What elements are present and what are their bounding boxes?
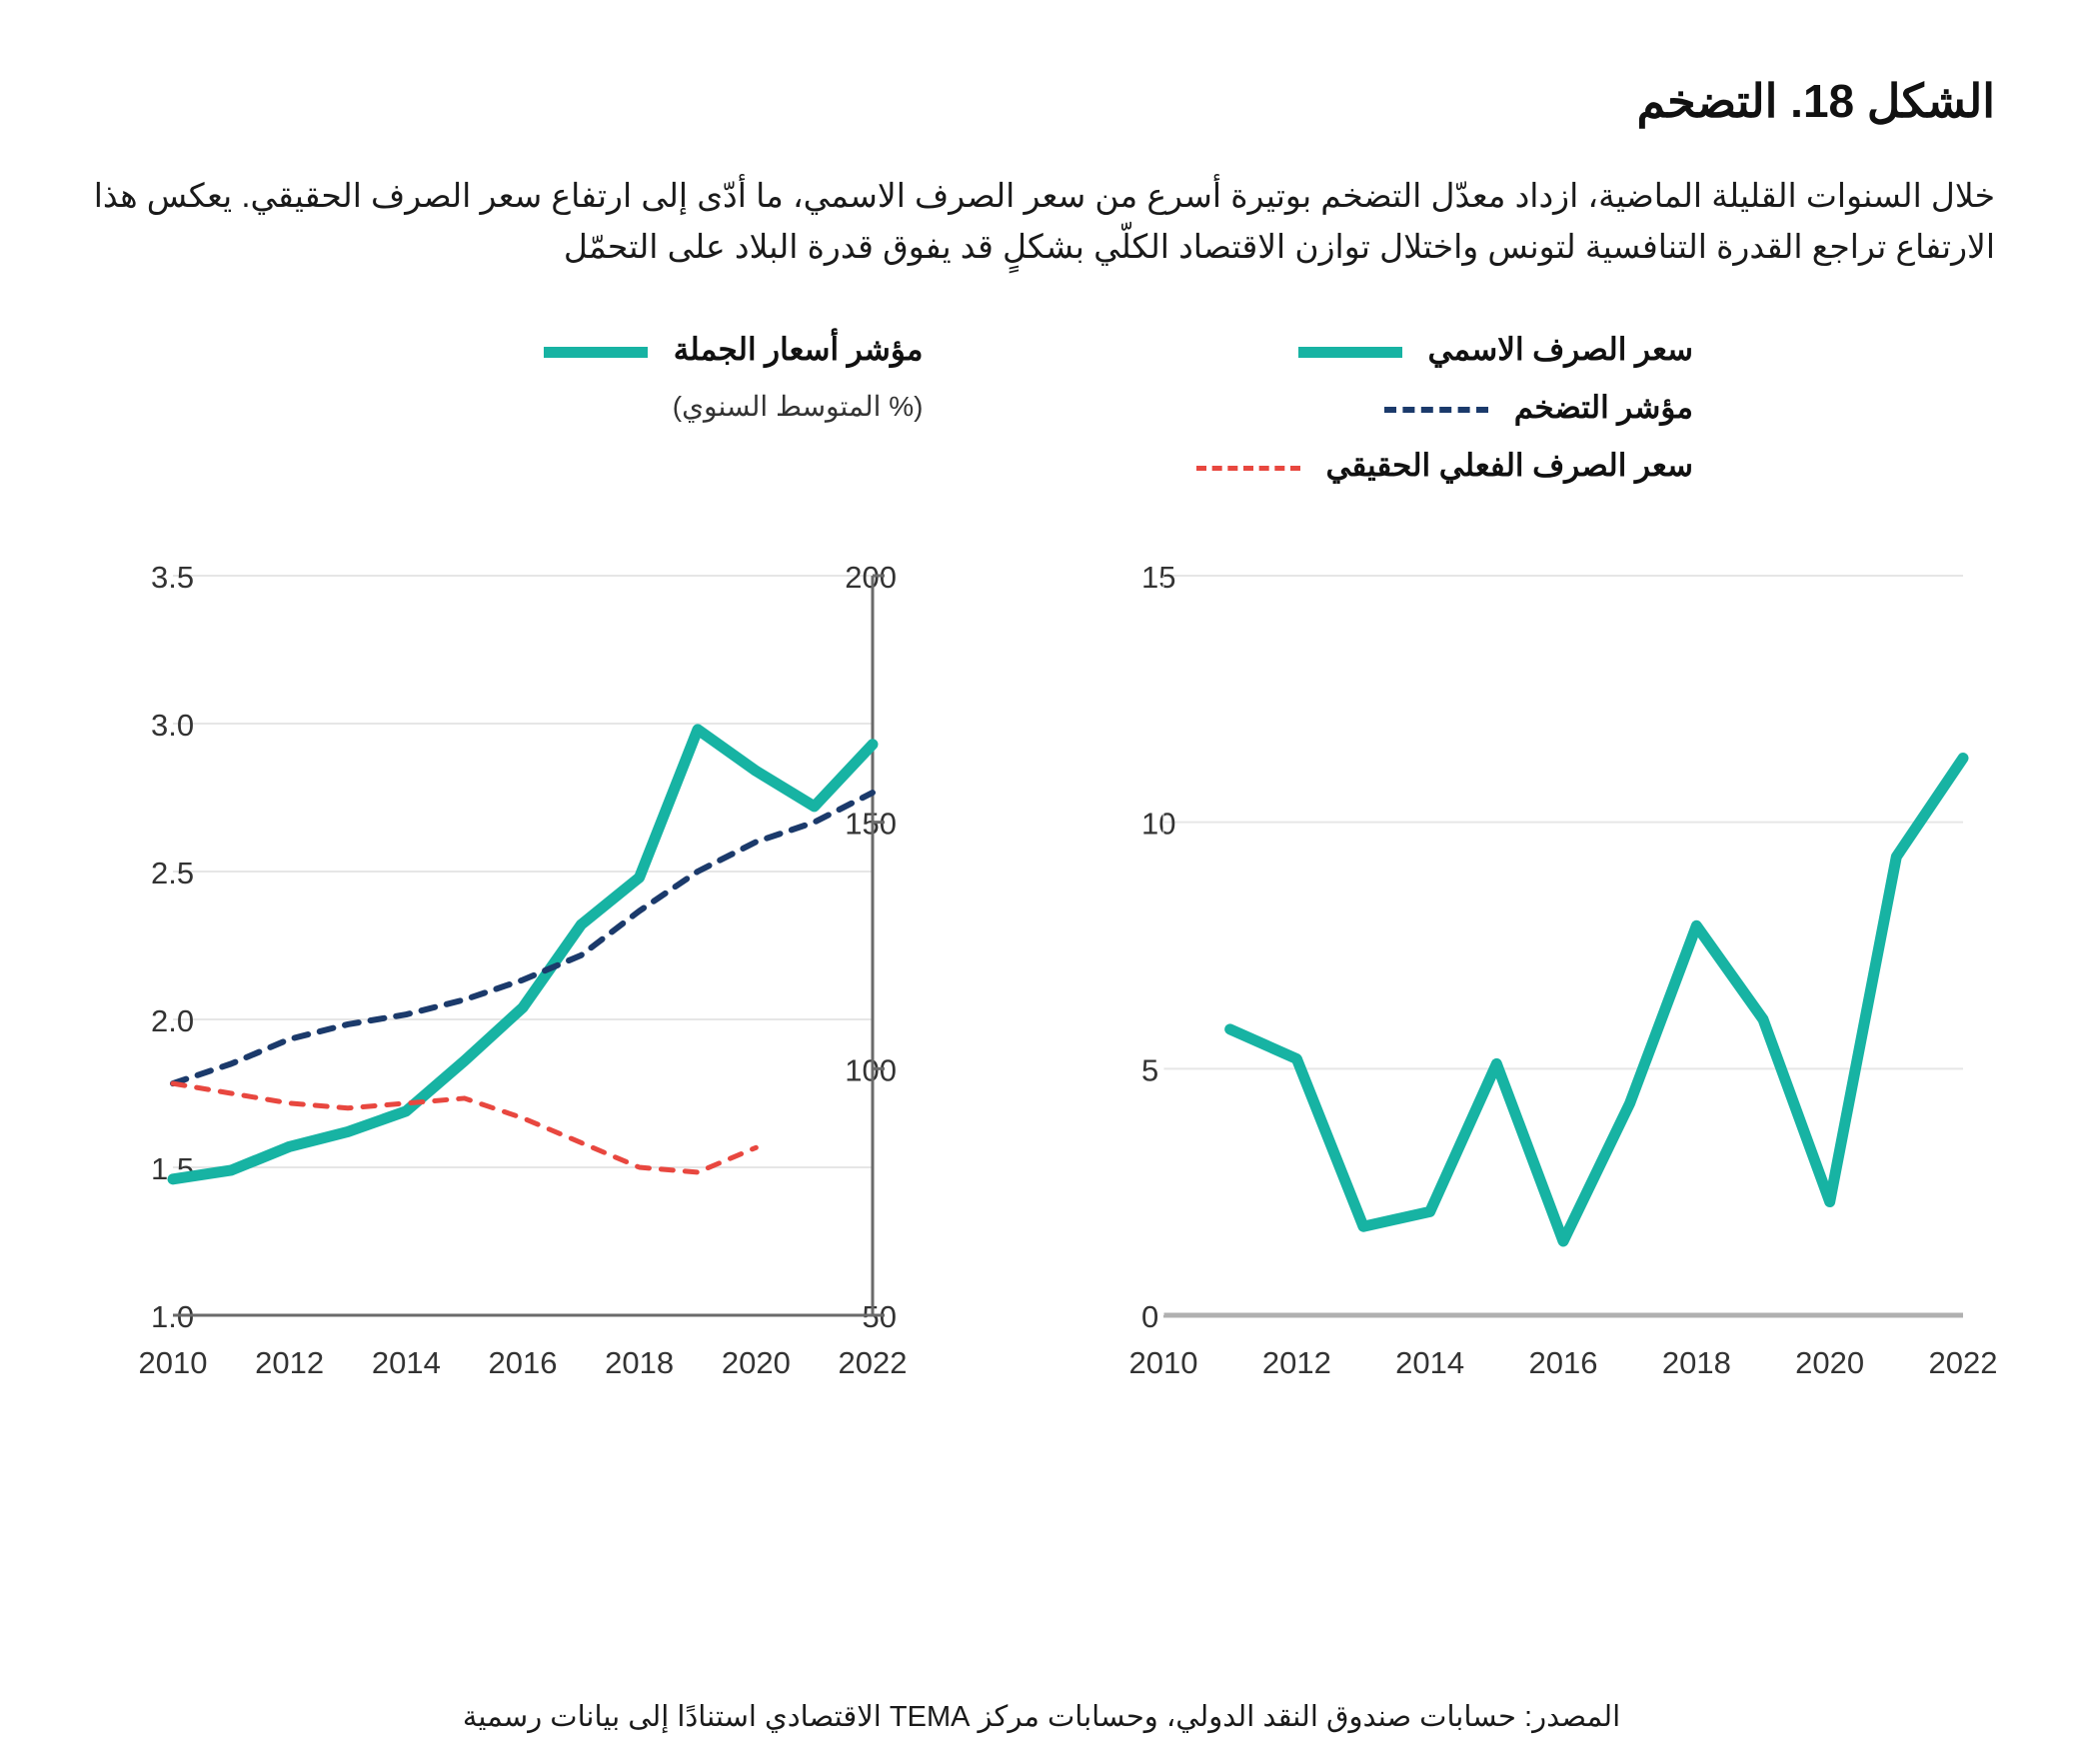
legend-swatch-dashed-navy-icon [1384, 407, 1488, 413]
svg-text:2010: 2010 [138, 1345, 208, 1381]
svg-text:2014: 2014 [371, 1345, 441, 1381]
svg-text:3.5: 3.5 [150, 560, 194, 596]
legend-swatch-dashed-red-icon [1196, 466, 1300, 471]
svg-text:2022: 2022 [838, 1345, 908, 1381]
legend-swatch-solid-teal-icon [1298, 347, 1402, 358]
legend-item-wholesale-price-index [60, 332, 923, 368]
charts-container [60, 546, 2023, 1425]
svg-text:2014: 2014 [1395, 1345, 1465, 1381]
svg-text:5: 5 [1141, 1052, 1159, 1088]
chart-wholesale-price-index [1003, 546, 2023, 1425]
figure-title: الشكل 18. التضخم [1636, 75, 1995, 127]
svg-text:2012: 2012 [254, 1345, 324, 1381]
legend-note: (% المتوسط السنوي) [672, 391, 924, 423]
legend-right-panel [60, 332, 963, 423]
svg-text:200: 200 [845, 560, 897, 596]
svg-text:2018: 2018 [604, 1345, 674, 1381]
svg-text:2020: 2020 [721, 1345, 791, 1381]
svg-text:2.0: 2.0 [150, 1003, 194, 1039]
legend-label: مؤشر أسعار الجملة [673, 332, 924, 368]
legend-label: مؤشر التضخم [1513, 390, 1693, 426]
svg-text:1.5: 1.5 [150, 1151, 194, 1187]
svg-text:50: 50 [862, 1299, 897, 1335]
svg-text:10: 10 [1141, 806, 1176, 842]
legend-zone [60, 332, 2023, 542]
legend-item-real-effective-exchange-rate [963, 448, 1693, 484]
svg-text:2016: 2016 [1528, 1345, 1598, 1381]
exchange-rate-inflation-plot [43, 546, 1003, 1425]
svg-text:2.5: 2.5 [150, 856, 194, 891]
legend-item-nominal-exchange-rate [963, 332, 1693, 368]
legend-label: سعر الصرف الفعلي الحقيقي [1325, 448, 1693, 484]
legend-swatch-solid-teal-icon [544, 347, 648, 358]
source-note: المصدر: حسابات صندوق النقد الدولي، وحسابات مركز TEMA الاقتصادي استنادًا إلى بيانات رسمية [462, 1701, 1621, 1733]
svg-text:2018: 2018 [1661, 1345, 1731, 1381]
chart-exchange-rate-inflation [60, 546, 1003, 1425]
svg-text:2010: 2010 [1128, 1345, 1198, 1381]
legend-item-inflation-index [963, 390, 1693, 426]
svg-text:2022: 2022 [1928, 1345, 1998, 1381]
svg-text:150: 150 [845, 806, 897, 842]
svg-text:15: 15 [1141, 560, 1176, 596]
svg-text:2012: 2012 [1261, 1345, 1331, 1381]
legend-left-panel [963, 332, 2023, 506]
legend-label: سعر الصرف الاسمي [1427, 332, 1693, 368]
wholesale-price-index-plot [1043, 546, 2023, 1425]
svg-text:3.0: 3.0 [150, 708, 194, 744]
svg-text:2020: 2020 [1795, 1345, 1865, 1381]
svg-text:100: 100 [845, 1052, 897, 1088]
svg-text:0: 0 [1141, 1299, 1159, 1335]
figure-subtitle: خلال السنوات القليلة الماضية، ازداد معدّل التضخم بوتيرة أسرع من سعر الصرف الاسمي، ما أدّى إلى ارتفاع سعر الصرف الحقيقي. يعكس هذا الارتفاع تراجع القدرة التنافسية لتونس واختلال توازن الاقتصاد الكلّي بشكلٍ قد يفوق قدرة البلاد على التحمّل [93, 177, 1995, 266]
svg-text:2016: 2016 [488, 1345, 558, 1381]
svg-text:1.0: 1.0 [150, 1299, 194, 1335]
